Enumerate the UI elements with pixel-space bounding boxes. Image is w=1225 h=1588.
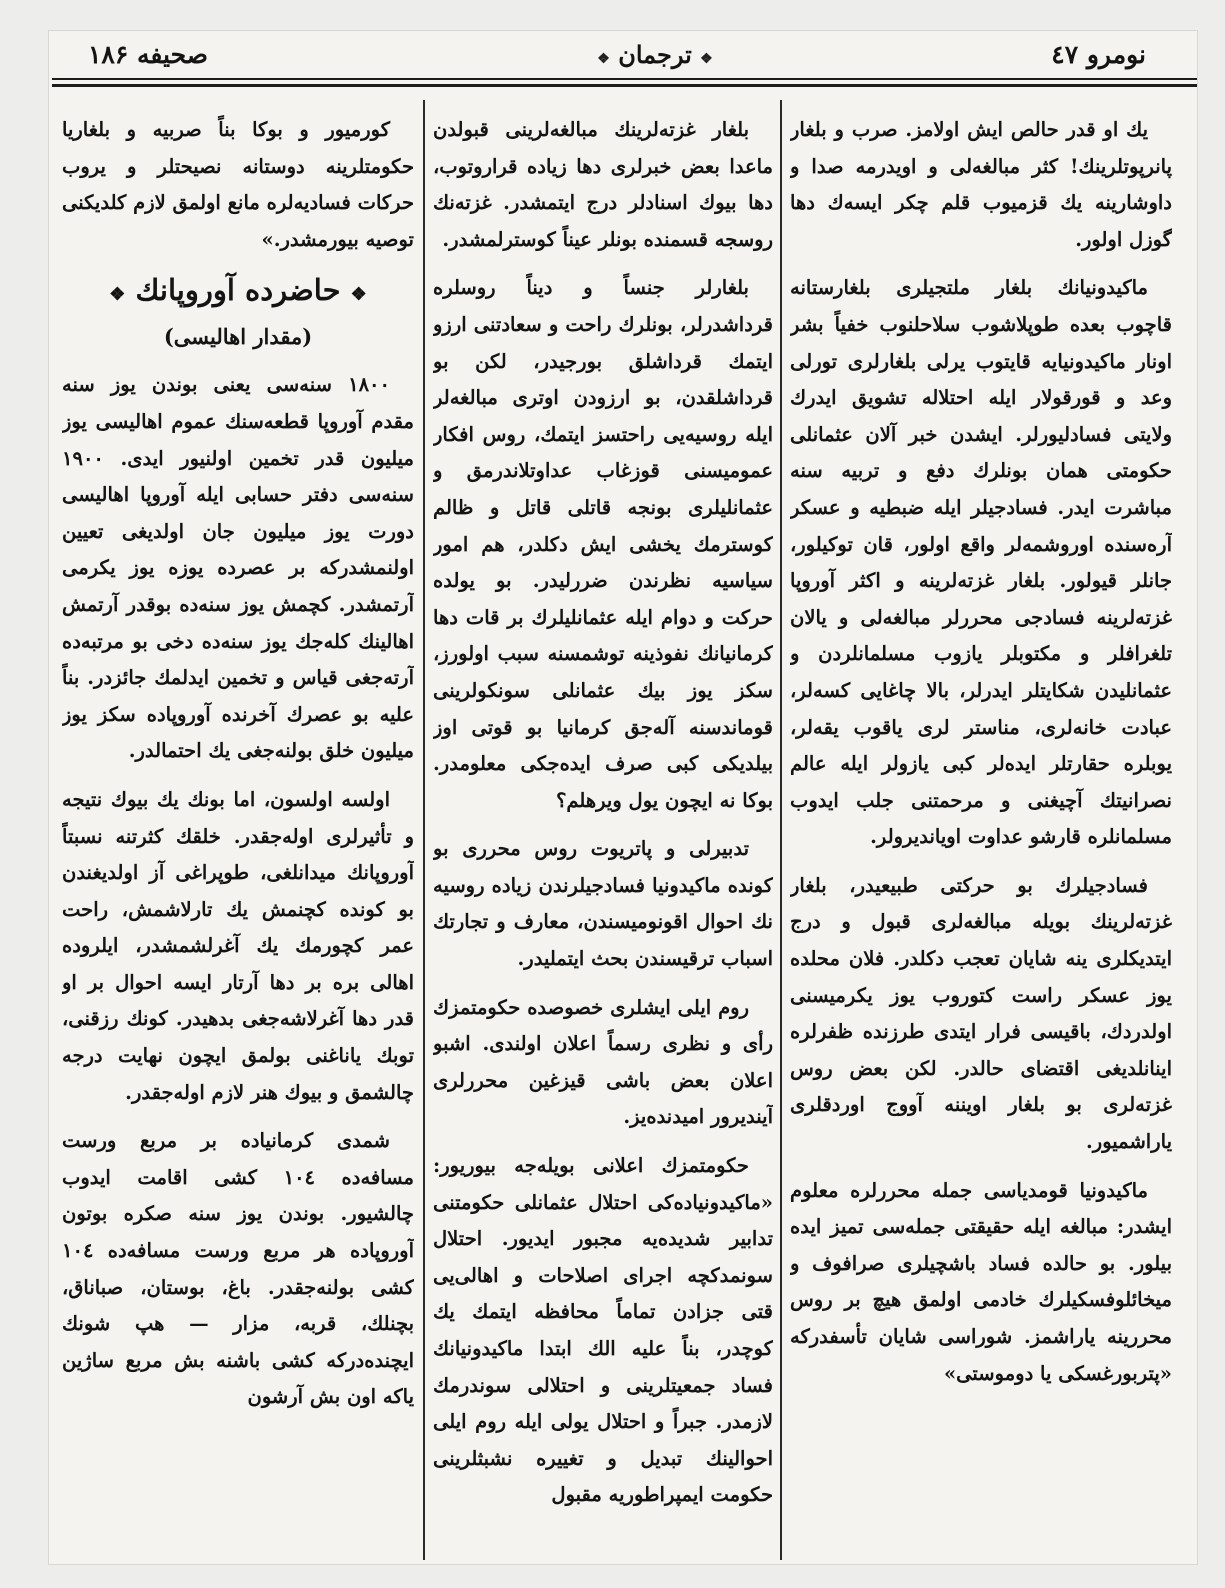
paper-name: ترجمان [618, 40, 692, 69]
ornament-icon: ❖ [350, 284, 367, 306]
column-right [790, 112, 1172, 1557]
paragraph: یك او قدر حالص ایش اولامز. صرب و بلغار پانرپوتلرینك! كثر مبالغه‌لی و اویدرمه صدا و داوشارینه یك قزمیوب قلم چكر ایسه‌ك دها گوزل اولور. [790, 118, 1172, 251]
paragraph: بلغارلر جنساً و دیناً روسلره قرداشدرلر، بونلرك راحت و سعادتنی ارزو ایتمك قرداشلق بورجیدر، لكن بو قرداشلقدن، بو ارزودن اوتری مبالغه‌لر ایله روسیه‌یی راحتسز ایتمك، روس افكار عمومیسنی قوزغاب عداوتلاندرمق و عثمانلیلری بونجه قاتلی قاتل و ظالم كوسترمك یخشی ایش دكلدر، هم امور سیاسیه نظرندن ضررلیدر. بو یولده حركت و دوام ایله عثمانلیلرك بر قات دها كرمانیانك نفوذینه توشمسنه سبب اولورز، سكز یوز بیك عثمانلی سونكولرینی قوماندسنه آله‌جق كرمانیا بو قوتی اوز بیلدیكی كبی صرف ایده‌جكی معلومدر. بوكا نه ایچون یول ویرهلم؟ [433, 276, 773, 812]
header-rule-thin [52, 78, 1197, 80]
paragraph: اولسه اولسون، اما بونك یك بیوك نتیجه و تأثیرلری اوله‌جقدر. خلقك كثرتنه نسبتاً آوروپانك میدانلغی، طوپراغی آز اولدیغندن بو كونده كچنمش یك تارلاشمش، راحت عمر كچورمك یك آغرلشمشدر، ایلروده اهالی بره بر دها آرتار ایسه احوال بر او قدر دها آغرلاشه‌جغی بدهیدر. كونك رزقنی، توبك یاناغنی بولمق ایچون نهایت درجه چالشمق و بیوك هنر لازم اوله‌جقدر. [62, 787, 414, 1104]
paragraph: شمدی كرمانیاده بر مربع ورست مسافه‌ده ۱۰٤ كشی اقامت ایدوب چالشیور. بوندن یوز سنه صكره بوتون آوروپاده هر مربع ورست مسافه‌ده ۱۰٤ كشی بولنه‌جقدر. باغ، بوستان، صباناق، بچنلك، قربه، مزار — هپ شونك ایچنده‌دركه كشی باشنه بش مربع ساژین یاكه اون بش آرشون [62, 1129, 414, 1409]
page-number: صحیفه ۱۸۶ [88, 40, 208, 69]
ornament-left-icon: ❖ [597, 51, 610, 67]
paragraph: حكومتمزك اعلانی بویله‌جه بیوریور: «ماكیدونیاده‌كی احتلال عثمانلی حكومتنی تدابیر شدیده‌یه مجبور ایدیور. احتلال سونمدكچه اجرای اصلاحات و اهالی‌یی قتی جزادن تماماً محافظه ایتمك یك كوچدر، بناً علیه الك ابتدا ماكیدونیانك فساد جمعیتلرینی و احتلالی سوندرمك لازمدر. جبراً و احتلال یولی ایله روم ایلی احوالینك تبدیل و تغییره نشبثلرینی حكومت ایمپراطوریه مقبول [433, 1154, 773, 1507]
column-divider-right [780, 100, 782, 1560]
paragraph: بلغار غزته‌لرینك مبالغه‌لرینی قبولدن ماعدا بعض خبرلری دها زیاده قراروتوب، دها بیوك اسنادلر درج ایتمشدر. غزته‌نك روسجه قسمنده بونلر عیناً كوسترلمشدر. [433, 118, 773, 251]
masthead [580, 40, 730, 69]
column-divider-left [423, 100, 425, 1560]
paragraph: تدبیرلی و پاتریوت روس محرری بو كونده ماكیدونیا فسادجیلرندن زیاده روسیه نك احوال اقونومیسندن، معارف و تجارتك اسباب ترقیسندن بحث ایتملیدر. [433, 837, 773, 971]
paragraph: روم ایلی ایشلری خصوصده حكومتمزك رأی و نظری رسماً اعلان اولندی. اشبو اعلان بعض باشی قیزغین محررلری آیندیرور امیدنده‌یز. [433, 995, 773, 1129]
section-title-text: حاضرده آوروپانك [135, 273, 341, 308]
header-rule-thick [52, 84, 1197, 87]
paragraph: ماكیدونیا قومدیاسی جمله محررلره معلوم ایشدر: مبالغه ایله حقیقتی جمله‌سی تمیز ایده بیلور. بو حالده فساد باشچیلری صرافوف و میخائلوفسكیلرك خادمی اولمق هیچ بر روس محررینه یاراشمز. شوراسی شایان تأسفدركه «پتربورغسكی یا دوموستی» [790, 1178, 1172, 1385]
section-heading [62, 270, 414, 315]
column-middle [433, 112, 773, 1557]
section-subtitle: (مقدار اهالیسی) [163, 324, 313, 350]
ornament-right-icon: ❖ [700, 51, 713, 67]
issue-number: نومرو ٤٧ [1051, 40, 1146, 69]
paragraph: فسادجیلرك بو حركتی طبیعیدر، بلغار غزته‌لرینك بویله مبالغه‌لری قبول و درج ایتدیكلری ینه شایان تعجب دكلدر. فلان محلده یوز عسكر راست كتوروب یوز یكرمیسنی اولدردك، باقیسی فرار ایتدی طرزنده ظفرلره اینانلدیغی اقتضای حالدر. لكن بعض روس غزته‌لری بو بلغار اویننه آووج اوردقلری یاراشمیور. [790, 873, 1172, 1154]
paragraph: ماكیدونیانك بلغار ملتجیلری بلغارستانه قاچوب بعده طوپلاشوب سلاحلنوب خفیاً بشر اونار ماكیدونیایه قایتوب یرلی بلغارلری تورلی وعد و قورقولار ایله احتلاله تشویق ایدرك ولایتی فسادلیورلر. ایشدن خبر آلان عثمانلی حكومتی همان بونلرك دفع و تربیه سنه مباشرت ایدر. فسادجیلر ایله ضبطیه و عسكر آره‌سنده اوروشمه‌لر واقع اولور، قان توكیلور، جانلر قیولور. بلغار غزته‌لرینه و اكثر آوروپا غزته‌لرینه فسادجی محررلر مبالغه‌لی و یالان تلغرافلر و مكتوبلر یازوب مسلمانلردن و عثمانلیدن شكایتلر ایدرلر، بالا چاغایی كسه‌لر، عبادت خانه‌لری، مناستر لری یاقوب یقه‌لر، یوبلره حقارتلر ایده‌لر كبی یازولر ایله عالم نصرانیتك آچیغنی و مرحمتنی جلب ایدوب مسلمانلره قارشو عداوت اویاندیرولر. [790, 276, 1172, 849]
ornament-icon: ❖ [109, 284, 126, 306]
paragraph: ۱۸۰۰ سنه‌سی یعنی بوندن یوز سنه مقدم آوروپا قطعه‌سنك عموم اهالیسی یوز میلیون قدر تخمین اولنیور ایدی. ۱۹۰۰ سنه‌سی دفتر حسابی ایله آوروپا اهالیسی دورت یوز میلیون جان اولدیغی تعیین اولنمشدركه بر عصرده یوزه یوز یكرمی آرتمشدر. كچمش یوز سنه‌ده بوقدر آرتمش اهالینك كله‌جك یوز سنه‌ده دخی بو مرتبه‌ده آرته‌جغی قیاس و تخمین ایدلمك جائزدر. بناً علیه بو عصرك آخرنده آوروپاده سكز یوز میلیون خلق بولنه‌جغی یك احتمالدر. [62, 373, 414, 763]
column-left [62, 112, 414, 1557]
page-header [48, 36, 1198, 80]
paragraph: كورمیور و بوكا بناً صربیه و بلغاریا حكومتلرینه دوستانه نصیحتلر و یروب حركات فسادیه‌لره مانع اولمق لازم كلدیكنی توصیه بیورمشدر.» [62, 118, 414, 251]
